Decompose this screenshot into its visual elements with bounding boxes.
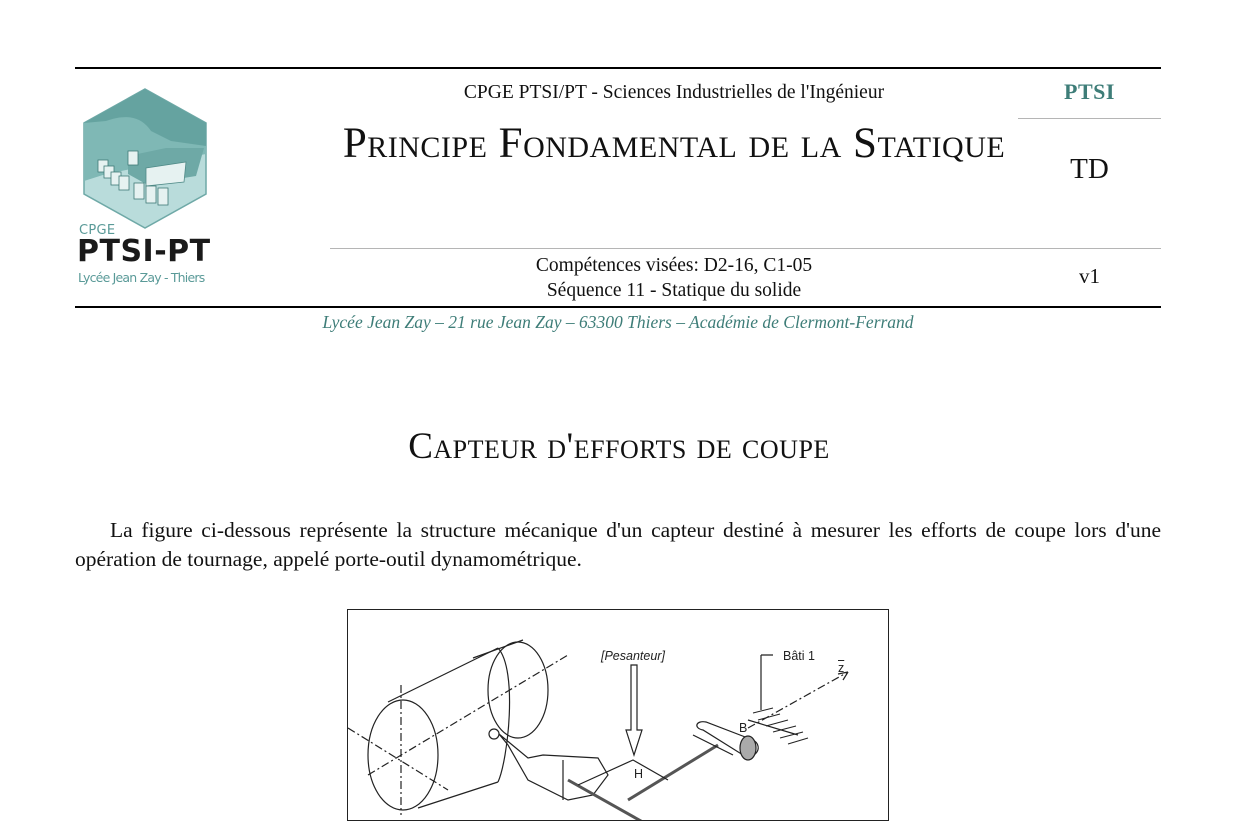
- bati-label: Bâti 1: [783, 649, 815, 663]
- header-top-rule: [75, 67, 1161, 69]
- pesanteur-label: [Pesanteur]: [601, 649, 665, 663]
- class-badge: PTSI: [1064, 79, 1115, 104]
- school-building-hexagon-icon: [76, 86, 216, 231]
- section-title: Capteur d'efforts de coupe: [408, 426, 830, 467]
- header-competences: [330, 253, 1018, 303]
- header-subtitle: CPGE PTSI/PT - Sciences Industrielles de l'Ingénieur: [463, 82, 885, 103]
- logo-program-text: PTSI-PT: [77, 234, 211, 269]
- page-title: Principe Fondamental de la Statique: [342, 120, 1006, 167]
- axis-z-label: $\overline{z}$: [838, 661, 845, 675]
- competences-text: Compétences visées: D2-16, C1-05: [535, 255, 813, 276]
- header-middle-divider: [330, 248, 1161, 249]
- school-logo: [76, 86, 216, 291]
- document-type: TD: [1070, 153, 1109, 185]
- point-b-label: B: [739, 721, 748, 735]
- point-h-label: H: [634, 767, 644, 781]
- logo-school-text: Lycée Jean Zay - Thiers: [78, 270, 205, 285]
- version-label: v1: [1079, 264, 1100, 288]
- cutting-tool-diagram-icon: [348, 610, 888, 820]
- header-right-divider: [1018, 118, 1161, 119]
- mechanism-figure: [347, 609, 889, 821]
- sequence-text: Séquence 11 - Statique du solide: [546, 280, 802, 301]
- intro-paragraph: La figure ci-dessous représente la structure mécanique d'un capteur destiné à mesurer les efforts de coupe lors d'une opération de tournage, appelé porte-outil dynamométrique.: [75, 518, 1161, 571]
- logo-cpge-text: CPGE: [79, 223, 116, 238]
- header-bottom-rule: [75, 306, 1161, 308]
- school-address: Lycée Jean Zay – 21 rue Jean Zay – 63300 Thiers – Académie de Clermont-Ferrand: [322, 312, 914, 332]
